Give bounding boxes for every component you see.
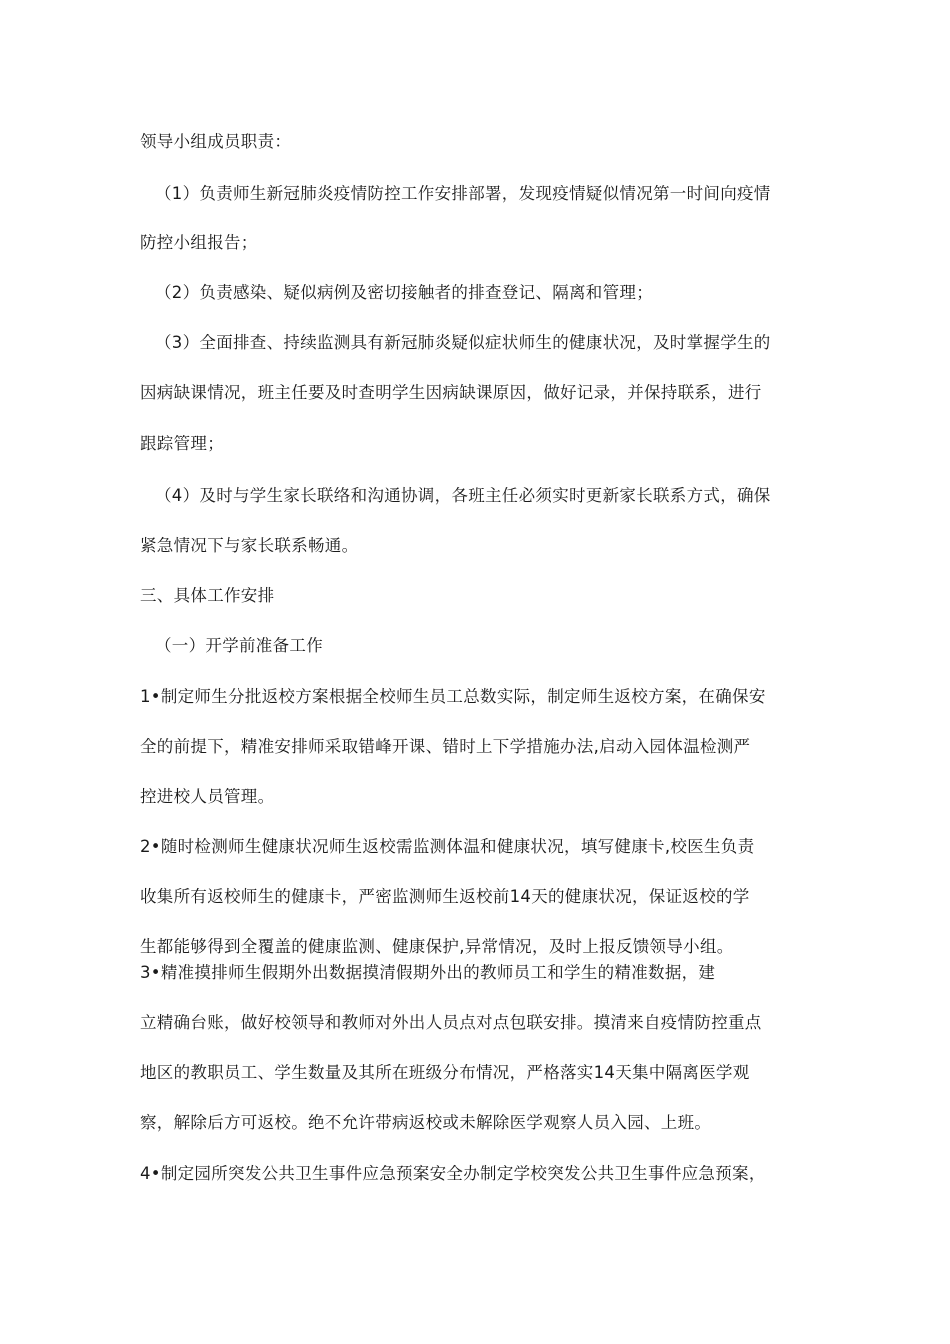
text-line: 跟踪管理；: [140, 434, 224, 453]
text-line: 4•制定园所突发公共卫生事件应急预案安全办制定学校突发公共卫生事件应急预案，: [140, 1164, 766, 1183]
text-line: 1•制定师生分批返校方案根据全校师生员工总数实际，制定师生返校方案，在确保安: [140, 687, 766, 706]
text-line: 察，解除后方可返校。绝不允许带病返校或未解除医学观察人员入园、上班。: [140, 1113, 712, 1132]
text-line: 3•精准摸排师生假期外出数据摸清假期外出的教师员工和学生的精准数据，建: [140, 963, 716, 982]
text-line: （2）负责感染、疑似病例及密切接触者的排查登记、隔离和管理；: [155, 283, 653, 302]
text-line: 控进校人员管理。: [140, 787, 275, 806]
subsection-heading: （一）开学前准备工作: [155, 636, 323, 655]
text-line: 紧急情况下与家长联系畅通。: [140, 536, 359, 555]
text-line: 领导小组成员职责：: [140, 132, 292, 151]
text-line: 收集所有返校师生的健康卡，严密监测师生返校前14天的健康状况，保证返校的学: [140, 887, 750, 906]
text-line: （1）负责师生新冠肺炎疫情防控工作安排部署，发现疫情疑似情况第一时间向疫情: [155, 184, 771, 203]
text-line: （4）及时与学生家长联络和沟通协调，各班主任必须实时更新家长联系方式，确保: [155, 486, 771, 505]
text-line: 因病缺课情况，班主任要及时查明学生因病缺课原因，做好记录，并保持联系，进行: [140, 383, 762, 402]
text-line: （3）全面排查、持续监测具有新冠肺炎疑似症状师生的健康状况，及时掌握学生的: [155, 333, 771, 352]
text-line: 全的前提下，精准安排师采取错峰开课、错时上下学措施办法,启动入园体温检测严: [140, 737, 751, 756]
text-line: 2•随时检测师生健康状况师生返校需监测体温和健康状况，填写健康卡,校医生负责: [140, 837, 755, 856]
text-line: 立精确台账，做好校领导和教师对外出人员点对点包联安排。摸清来自疫情防控重点: [140, 1013, 762, 1032]
text-line: 防控小组报告；: [140, 233, 258, 252]
text-line: 地区的教职员工、学生数量及其所在班级分布情况，严格落实14天集中隔离医学观: [140, 1063, 750, 1082]
section-heading: 三、具体工作安排: [140, 586, 275, 605]
text-line: 生都能够得到全覆盖的健康监测、健康保护,异常情况，及时上报反馈领导小组。: [140, 937, 734, 956]
